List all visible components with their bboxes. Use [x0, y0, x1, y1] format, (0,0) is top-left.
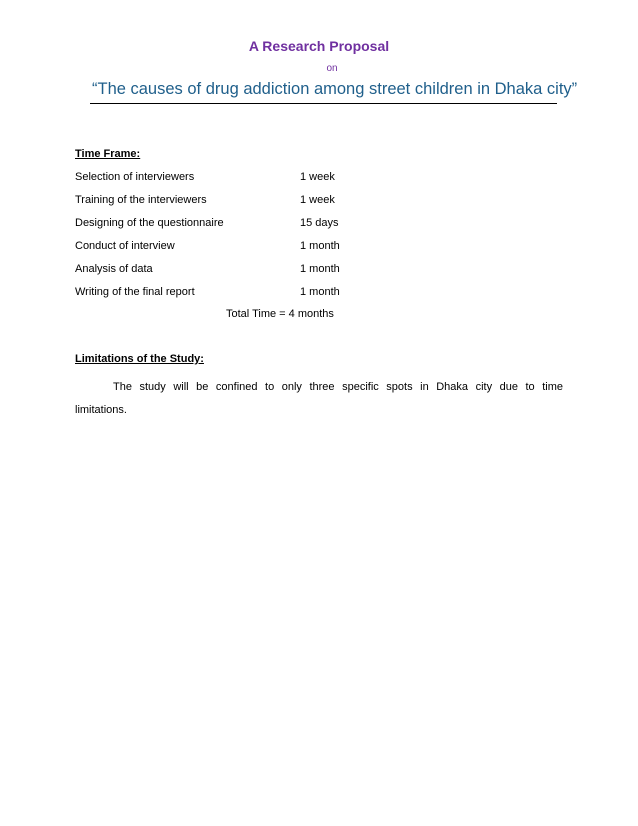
time-frame-row	[75, 240, 375, 256]
time-frame-duration: 15 days	[300, 217, 339, 229]
time-frame-row	[75, 171, 375, 187]
time-frame-duration: 1 month	[300, 240, 340, 252]
time-frame-task: Writing of the final report	[75, 286, 195, 298]
time-frame-task: Conduct of interview	[75, 240, 175, 252]
proposal-topic: “The causes of drug addiction among street children in Dhaka city”	[92, 80, 578, 98]
time-frame-duration: 1 month	[300, 263, 340, 275]
time-frame-row	[75, 286, 375, 302]
time-frame-row	[75, 263, 375, 279]
time-frame-row	[75, 194, 375, 210]
limitations-heading: Limitations of the Study:	[75, 353, 204, 365]
total-time: Total Time = 4 months	[226, 308, 334, 320]
time-frame-task: Training of the interviewers	[75, 194, 207, 206]
time-frame-task: Designing of the questionnaire	[75, 217, 224, 229]
document-title: A Research Proposal	[248, 38, 390, 54]
limitations-line: limitations.	[75, 404, 127, 416]
time-frame-row	[75, 217, 375, 233]
topic-underline	[90, 103, 557, 104]
time-frame-heading: Time Frame:	[75, 148, 141, 160]
limitations-paragraph	[75, 376, 563, 422]
title-connector: on	[326, 63, 338, 74]
time-frame-duration: 1 month	[300, 286, 340, 298]
time-frame-duration: 1 week	[300, 194, 335, 206]
time-frame-task: Analysis of data	[75, 263, 153, 275]
limitations-line: The study will be confined to only three specific spots in Dhaka city due to time	[113, 381, 563, 393]
time-frame-duration: 1 week	[300, 171, 335, 183]
time-frame-task: Selection of interviewers	[75, 171, 195, 183]
